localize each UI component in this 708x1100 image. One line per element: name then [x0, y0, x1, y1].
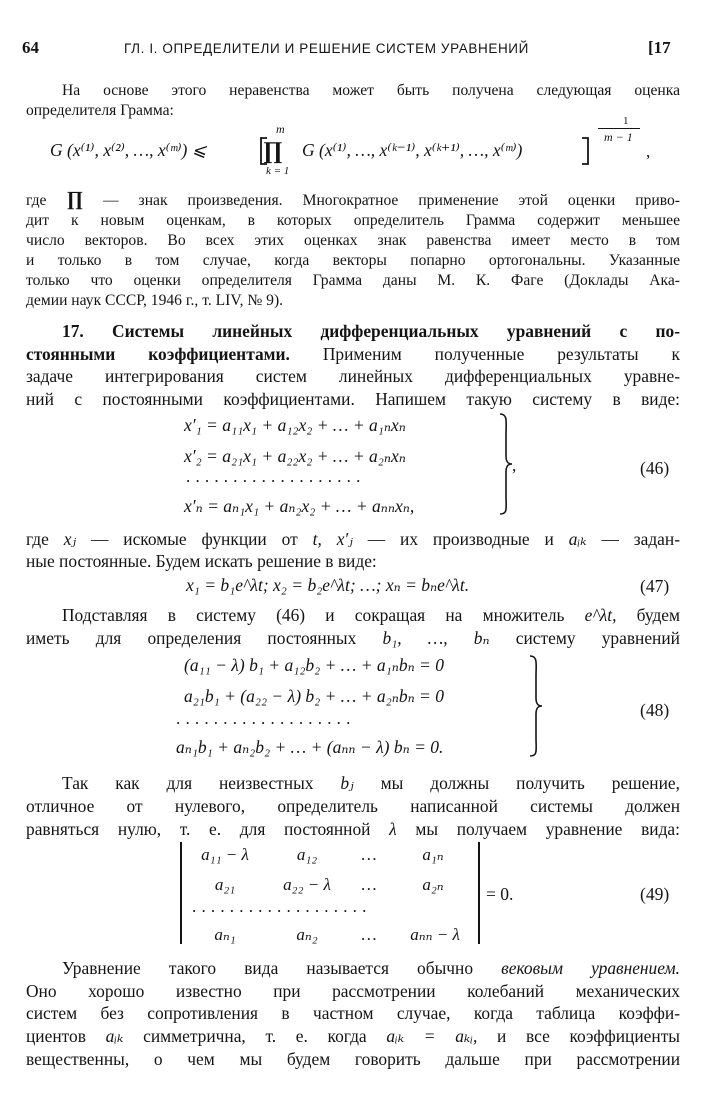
- eq46-number: (46): [640, 458, 670, 478]
- after46-line-2: ные постоянные. Будем искать решение в виде:: [26, 551, 377, 571]
- note-line-6: демии наук СССР, 1946 г., т. LIV, № 9).: [26, 292, 284, 309]
- after46-line-1: где xⱼ — искомые функции от t, x′ⱼ — их производные и aᵢₖ — задан-: [26, 529, 680, 549]
- matrix-cell-2-3: …: [361, 875, 377, 894]
- section-17-line-4: ний с постоянными коэффициентами. Напишем такую систему в виде:: [26, 389, 680, 409]
- matrix-cell-3-2: aₙ₂: [296, 925, 318, 944]
- right-bracket: [580, 136, 590, 166]
- eq49-dots: ...................: [192, 897, 372, 916]
- exponent-fraction-bar: [598, 128, 640, 129]
- section-17-line-2: стоянными коэффициентами. Применим полученные результаты к: [26, 344, 680, 364]
- eq46-dots: ...................: [186, 467, 366, 486]
- eq47-formula: x₁ = b₁e^λt; x₂ = b₂e^λt; …; xₙ = bₙe^λt.: [186, 575, 470, 595]
- matrix-cell-1-4: a₁ₙ: [422, 845, 444, 864]
- formula-comma: ,: [646, 142, 651, 161]
- matrix-cell-2-2: a₂₂ − λ: [283, 875, 331, 894]
- product-symbol: ∏: [263, 138, 283, 164]
- gram-lhs: G (x⁽¹⁾, x⁽²⁾, …, x⁽ᵐ⁾) ⩽: [50, 140, 207, 160]
- matrix-cell-3-1: aₙ₁: [214, 925, 236, 944]
- exponent-numerator: 1: [623, 115, 629, 127]
- matrix-cell-1-1: a₁₁ − λ: [201, 845, 249, 864]
- matrix-cell-3-4: aₙₙ − λ: [410, 925, 460, 944]
- exponent-denominator: m − 1: [604, 130, 633, 144]
- section-17-title: 17. Системы линейных дифференциальных уравнений с по-: [62, 321, 680, 341]
- note-line-3: число векторов. Во всех этих оценках знак равенства имеет место в том: [26, 232, 680, 249]
- running-title: ГЛ. I. ОПРЕДЕЛИТЕЛИ И РЕШЕНИЕ СИСТЕМ УРАВНЕНИЙ: [124, 41, 529, 56]
- final-line-1: Уравнение такого вида называется обычно вековым уравнением.: [62, 958, 680, 978]
- matrix-cell-1-3: …: [361, 845, 377, 864]
- eq49-rhs: = 0.: [486, 884, 514, 904]
- eq48-row-2: a₂₁b₁ + (a₂₂ − λ) b₂ + … + a₂ₙbₙ = 0: [184, 686, 444, 706]
- note-line-5: только что оценки определителя Грамма даны М. К. Фаге (Доклады Ака-: [26, 272, 680, 289]
- intro-line-1: На основе этого неравенства может быть получена следующая оценка: [62, 82, 680, 99]
- final-line-5: вещественны, о чем мы будем говорить дальше при рассмотрении: [26, 1049, 680, 1069]
- product-upper-limit: m: [276, 122, 285, 136]
- eq46-comma: ,: [512, 456, 517, 475]
- determinant-right-bar: [478, 842, 480, 944]
- eq46-row-2: x′₂ = a₂₁x₁ + a₂₂x₂ + … + a₂ₙxₙ: [184, 446, 406, 466]
- eq49-number: (49): [640, 884, 670, 904]
- product-lower-limit: k = 1: [266, 165, 290, 177]
- final-line-3: систем без сопротивления в частном случае, когда таблица коэффи-: [26, 1003, 680, 1023]
- eq48-dots: ...................: [176, 709, 356, 728]
- matrix-cell-2-1: a₂₁: [214, 875, 236, 894]
- eq48-brace: [528, 654, 544, 758]
- note-line-1: где ∏ — знак произведения. Многократное применение этой оценки приво-: [26, 188, 680, 210]
- determinant-left-bar: [180, 842, 182, 944]
- eq46-row-1: x′₁ = a₁₁x₁ + a₁₂x₂ + … + a₁ₙxₙ: [184, 415, 406, 435]
- matrix-cell-3-3: …: [361, 925, 377, 944]
- section-17-line-3: задаче интегрирования систем линейных дифференциальных уравне-: [26, 366, 680, 386]
- final-line-4: циентов aᵢₖ симметрична, т. е. когда aᵢₖ = aₖᵢ, и все коэффициенты: [26, 1026, 680, 1046]
- final-line-2: Оно хорошо известно при рассмотрении колебаний механических: [26, 981, 680, 1001]
- subst-line-1: Подставляя в систему (46) и сокращая на множитель e^λt, будем: [62, 605, 681, 625]
- intro-line-2: определителя Грамма:: [26, 102, 174, 119]
- eq48-row-1: (a₁₁ − λ) b₁ + a₁₂b₂ + … + a₁ₙbₙ = 0: [184, 655, 444, 675]
- para3-line-3: равняться нулю, т. е. для постоянной λ мы получаем уравнение вида:: [26, 819, 680, 839]
- page-number: 64: [22, 38, 39, 57]
- eq48-row-3: aₙ₁b₁ + aₙ₂b₂ + … + (aₙₙ − λ) bₙ = 0.: [176, 737, 444, 757]
- para3-line-1: Так как для неизвестных bⱼ мы должны получить решение,: [62, 773, 680, 793]
- note-line-4: и только в том случае, когда векторы попарно ортогональны. Указанные: [26, 252, 680, 269]
- eq47-number: (47): [640, 576, 670, 596]
- eq46-row-3: x′ₙ = aₙ₁x₁ + aₙ₂x₂ + … + aₙₙxₙ,: [184, 496, 415, 516]
- matrix-cell-2-4: a₂ₙ: [422, 875, 444, 894]
- note-line-2: дит к новым оценкам, в которых определитель Грамма содержит меньшее: [26, 212, 680, 229]
- gram-product-factor: G (x⁽¹⁾, …, x⁽ᵏ⁻¹⁾, x⁽ᵏ⁺¹⁾, …, x⁽ᵐ⁾): [302, 140, 523, 160]
- subst-line-2: иметь для определения постоянных b₁, …, bₙ систему уравнений: [26, 628, 680, 648]
- eq48-number: (48): [640, 700, 670, 720]
- matrix-cell-1-2: a₁₂: [296, 845, 318, 864]
- section-reference: [17: [648, 38, 671, 57]
- para3-line-2: отличное от нулевого, определитель написанной системы должен: [26, 796, 680, 816]
